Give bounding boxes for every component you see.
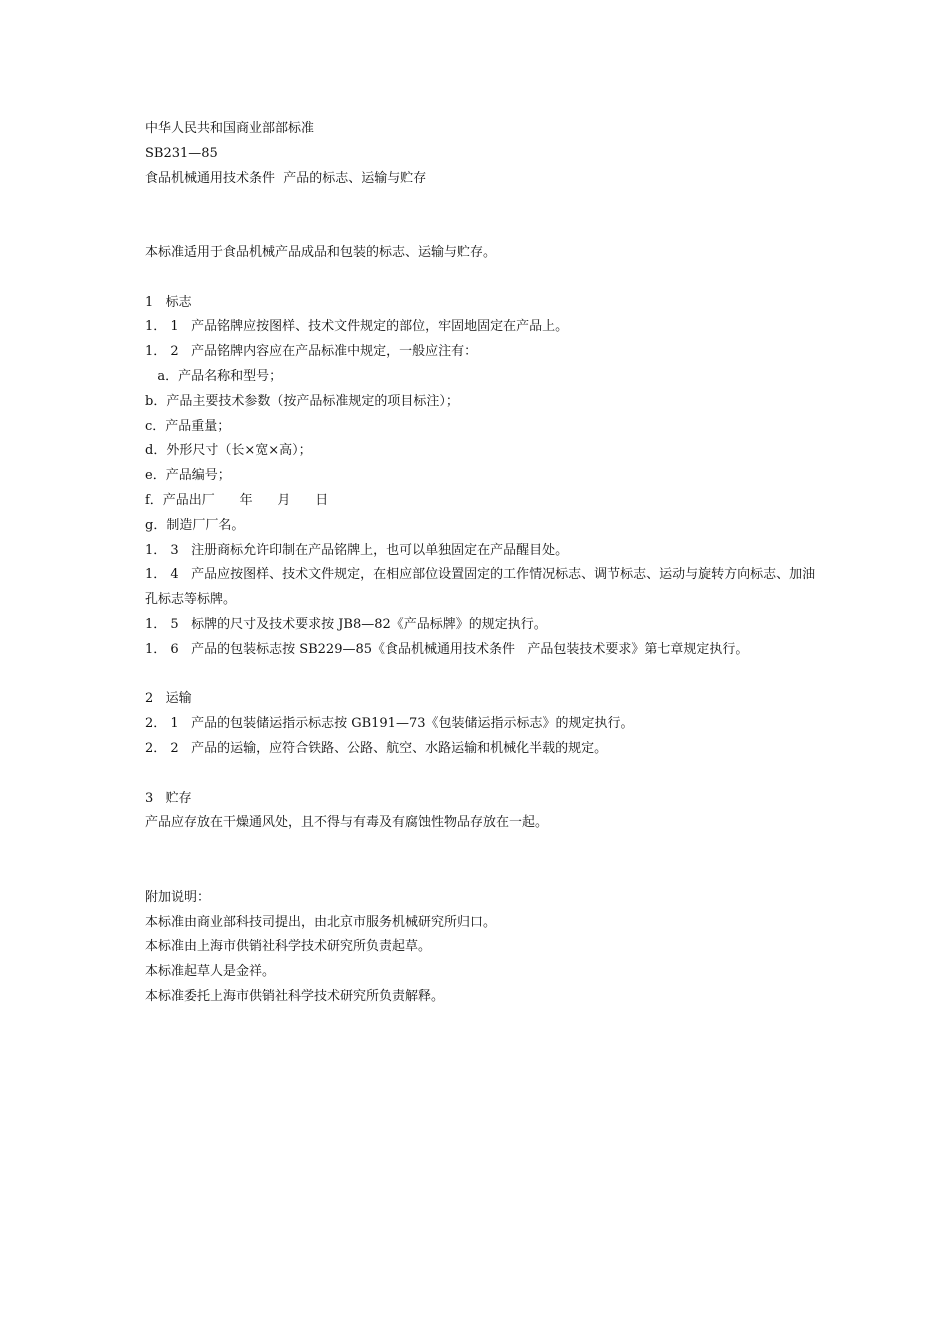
spacer	[145, 266, 825, 291]
list-item: b．产品主要技术参数（按产品标准规定的项目标注）；	[145, 393, 459, 409]
list-item: f．产品出厂 年 月 日	[145, 492, 329, 508]
standard-org: 中华人民共和国商业部部标准	[145, 121, 315, 136]
spacer	[145, 191, 825, 241]
appendix-heading: 附加说明：	[145, 889, 211, 905]
clause-1-4: 1． 4 产品应按图样、技术文件规定，在相应部位设置固定的工作情况标志、调节标志、运动与旋转方向标志、加油孔标志等标牌。	[145, 567, 816, 608]
appendix-line: 本标准委托上海市供销社科学技术研究所负责解释。	[145, 988, 445, 1004]
appendix-line: 本标准由商业部科技司提出，由北京市服务机械研究所归口。	[145, 914, 497, 930]
clause-2-2: 2． 2 产品的运输，应符合铁路、公路、航空、水路运输和机械化半载的规定。	[145, 740, 608, 756]
clause-1-2: 1． 2 产品铭牌内容应在产品标准中规定，一般应注有：	[145, 344, 478, 360]
clause-2-1: 2． 1 产品的包装储运指示标志按 GB191—73《包装储运指示标志》的规定执行。	[145, 716, 634, 732]
clause-1-6: 1． 6 产品的包装标志按 SB229—85《食品机械通用技术条件 产品包装技术要求》第七章规定执行。	[145, 641, 749, 657]
scope-paragraph: 本标准适用于食品机械产品成品和包装的标志、运输与贮存。	[145, 244, 497, 260]
section-heading-storage: 3 贮存	[145, 790, 192, 806]
spacer	[145, 836, 825, 886]
spacer	[145, 663, 825, 688]
list-item: g．制造厂厂名。	[145, 517, 245, 533]
list-item: e．产品编号；	[145, 468, 231, 484]
spacer	[145, 762, 825, 787]
list-item: d．外形尺寸（长×宽×高）；	[145, 443, 312, 459]
section-heading-marking: 1 标志	[145, 294, 192, 310]
standard-title: 食品机械通用技术条件 产品的标志、运输与贮存	[145, 170, 427, 186]
section-heading-transport: 2 运输	[145, 691, 192, 707]
list-item: c．产品重量；	[145, 418, 231, 434]
document-body	[145, 117, 825, 1010]
standard-code: SB231—85	[145, 145, 218, 161]
clause-1-1: 1． 1 产品铭牌应按图样、技术文件规定的部位，牢固地固定在产品上。	[145, 319, 569, 335]
list-item: a．产品名称和型号；	[145, 368, 283, 384]
storage-text: 产品应存放在干燥通风处，且不得与有毒及有腐蚀性物品存放在一起。	[145, 815, 549, 831]
appendix-line: 本标准起草人是金祥。	[145, 964, 276, 980]
clause-1-3: 1． 3 注册商标允许印制在产品铭牌上，也可以单独固定在产品醒目处。	[145, 542, 569, 558]
clause-1-5: 1． 5 标牌的尺寸及技术要求按 JB8—82《产品标牌》的规定执行。	[145, 616, 547, 632]
appendix-line: 本标准由上海市供销社科学技术研究所负责起草。	[145, 939, 432, 955]
